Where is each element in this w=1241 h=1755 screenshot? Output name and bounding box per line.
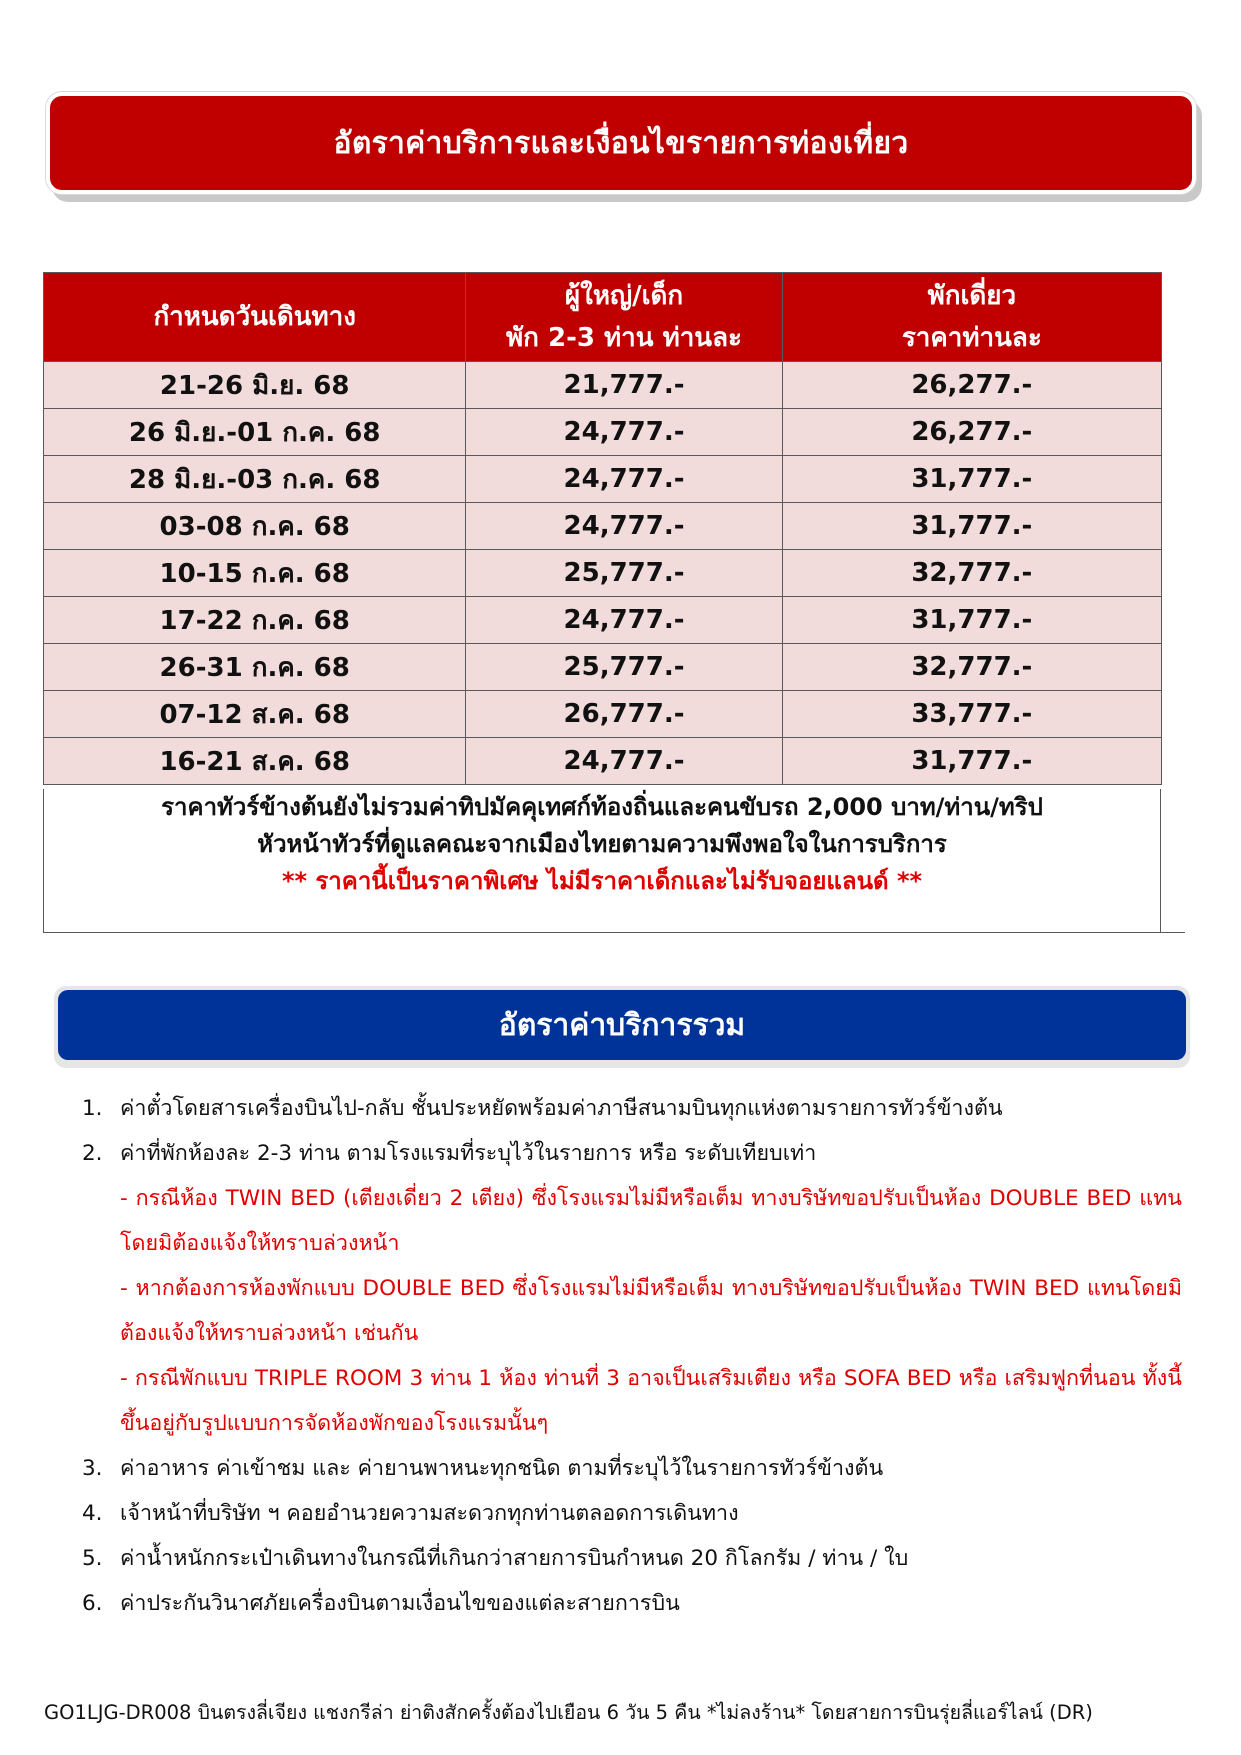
- cell-single-price: 31,777.-: [782, 597, 1161, 644]
- cell-date: 03-08 ก.ค. 68: [44, 503, 466, 550]
- room-note-triple: - กรณีพักแบบ TRIPLE ROOM 3 ท่าน 1 ห้อง ท่านที่ 3 อาจเป็นเสริมเตียง หรือ SOFA BED หรือ เสริมฟูกที่นอน ทั้งนี้ขึ้นอยู่กับรูปแบบการจัดห้องพักของโรงแรมนั้นๆ: [120, 1366, 1182, 1436]
- cell-single-price: 31,777.-: [782, 503, 1161, 550]
- cell-single-price: 32,777.-: [782, 644, 1161, 691]
- list-item-text: ค่าประกันวินาศภัยเครื่องบินตามเงื่อนไขของแต่ละสายการบิน: [120, 1591, 680, 1616]
- header-adult-line2: พัก 2-3 ท่าน ท่านละ: [506, 323, 742, 353]
- cell-date: 07-12 ส.ค. 68: [44, 691, 466, 738]
- table-row: [44, 597, 1162, 644]
- table-row: [44, 644, 1162, 691]
- cell-adult-price: 24,777.-: [466, 738, 782, 785]
- table-row: [44, 456, 1162, 503]
- header-adult-price: [466, 273, 782, 362]
- cell-single-price: 32,777.-: [782, 550, 1161, 597]
- cell-date: 26 มิ.ย.-01 ก.ค. 68: [44, 409, 466, 456]
- included-section-title: อัตราค่าบริการรวม: [58, 990, 1186, 1060]
- cell-adult-price: 24,777.-: [466, 409, 782, 456]
- footer-tour-code: GO1LJG-DR008 บินตรงลี่เจียง แชงกรีล่า ย่าติงสักครั้งต้องไปเยือน 6 วัน 5 คืน *ไม่ลงร้าน* โดยสายการบินรุ่ยลี่แอร์ไลน์ (DR): [44, 1701, 1093, 1724]
- cell-date: 10-15 ก.ค. 68: [44, 550, 466, 597]
- table-row: [44, 550, 1162, 597]
- cell-adult-price: 25,777.-: [466, 644, 782, 691]
- cell-adult-price: 24,777.-: [466, 456, 782, 503]
- list-item: [82, 1536, 1182, 1581]
- room-note-double: - หากต้องการห้องพักแบบ DOUBLE BED ซึ่งโรงแรมไม่มีหรือเต็ม ทางบริษัทขอปรับเป็นห้อง TWIN BED แทนโดยมิต้องแจ้งให้ทราบล่วงหน้า เช่นกัน: [120, 1276, 1182, 1346]
- list-item: [82, 1086, 1182, 1131]
- list-item: [82, 1131, 1182, 1176]
- list-item-text: ค่าที่พักห้องละ 2-3 ท่าน ตามโรงแรมที่ระบุไว้ในรายการ หรือ ระดับเทียบเท่า: [120, 1141, 817, 1166]
- room-note-twin: - กรณีห้อง TWIN BED (เตียงเดี่ยว 2 เตียง) ซึ่งโรงแรมไม่มีหรือเต็ม ทางบริษัทขอปรับเป็นห้อง DOUBLE BED แทนโดยมิต้องแจ้งให้ทราบล่วงหน้า: [120, 1186, 1182, 1256]
- title-banner: [46, 92, 1196, 194]
- cell-single-price: 31,777.-: [782, 738, 1161, 785]
- list-item-number: 3.: [82, 1456, 103, 1481]
- cell-single-price: 26,277.-: [782, 409, 1161, 456]
- cell-single-price: 26,277.-: [782, 362, 1161, 409]
- list-item-number: 1.: [82, 1096, 103, 1121]
- table-row: [44, 738, 1162, 785]
- included-list: [82, 1086, 1182, 1626]
- list-item-text: เจ้าหน้าที่บริษัท ฯ คอยอำนวยความสะดวกทุกท่านตลอดการเดินทาง: [120, 1501, 739, 1526]
- page-title: อัตราค่าบริการและเงื่อนไขรายการท่องเที่ยว: [46, 92, 1196, 194]
- list-item-number: 2.: [82, 1141, 103, 1166]
- cell-date: 28 มิ.ย.-03 ก.ค. 68: [44, 456, 466, 503]
- price-table: [43, 272, 1162, 785]
- included-banner: [58, 990, 1186, 1060]
- list-item-number: 5.: [82, 1546, 103, 1571]
- table-row: [44, 409, 1162, 456]
- cell-adult-price: 25,777.-: [466, 550, 782, 597]
- header-travel-date: [44, 273, 466, 362]
- cell-date: 17-22 ก.ค. 68: [44, 597, 466, 644]
- list-item: [82, 1446, 1182, 1491]
- cell-date: 21-26 มิ.ย. 68: [44, 362, 466, 409]
- header-travel-date-label: กำหนดวันเดินทาง: [153, 302, 356, 332]
- header-single-line2: ราคาท่านละ: [901, 323, 1042, 353]
- table-row: [44, 503, 1162, 550]
- header-adult-line1: ผู้ใหญ่/เด็ก: [564, 281, 684, 311]
- cell-single-price: 33,777.-: [782, 691, 1161, 738]
- cell-adult-price: 24,777.-: [466, 597, 782, 644]
- cell-adult-price: 24,777.-: [466, 503, 782, 550]
- list-item-text: ค่าอาหาร ค่าเข้าชม และ ค่ายานพาหนะทุกชนิด ตามที่ระบุไว้ในรายการทัวร์ข้างต้น: [120, 1456, 884, 1481]
- cell-adult-price: 21,777.-: [466, 362, 782, 409]
- list-item-text: ค่าน้ำหนักกระเป๋าเดินทางในกรณีที่เกินกว่าสายการบินกำหนด 20 กิโลกรัม / ท่าน / ใบ: [120, 1546, 909, 1571]
- note-special-price: ** ราคานี้เป็นราคาพิเศษ ไม่มีราคาเด็กและไม่รับจอยแลนด์ **: [281, 867, 923, 895]
- header-single-line1: พักเดี่ยว: [927, 281, 1017, 311]
- list-item-number: 6.: [82, 1591, 103, 1616]
- list-item-text: ค่าตั๋วโดยสารเครื่องบินไป-กลับ ชั้นประหยัดพร้อมค่าภาษีสนามบินทุกแห่งตามรายการทัวร์ข้างต้น: [120, 1096, 1003, 1121]
- list-item: [82, 1491, 1182, 1536]
- price-notes: [43, 789, 1161, 933]
- price-table-header-row: [44, 273, 1162, 362]
- cell-adult-price: 26,777.-: [466, 691, 782, 738]
- note-tour-leader: หัวหน้าทัวร์ที่ดูแลคณะจากเมืองไทยตามความพึงพอใจในการบริการ: [257, 830, 947, 858]
- cell-single-price: 31,777.-: [782, 456, 1161, 503]
- note-tip-fee: ราคาทัวร์ข้างต้นยังไม่รวมค่าทิปมัคคุเทศก์ท้องถิ่นและคนขับรถ 2,000 บาท/ท่าน/ทริป: [161, 793, 1043, 821]
- table-row: [44, 362, 1162, 409]
- table-row: [44, 691, 1162, 738]
- list-item: [82, 1581, 1182, 1626]
- list-item-number: 4.: [82, 1501, 103, 1526]
- table-border-tail: [1161, 932, 1185, 933]
- header-single-price: [782, 273, 1161, 362]
- cell-date: 26-31 ก.ค. 68: [44, 644, 466, 691]
- cell-date: 16-21 ส.ค. 68: [44, 738, 466, 785]
